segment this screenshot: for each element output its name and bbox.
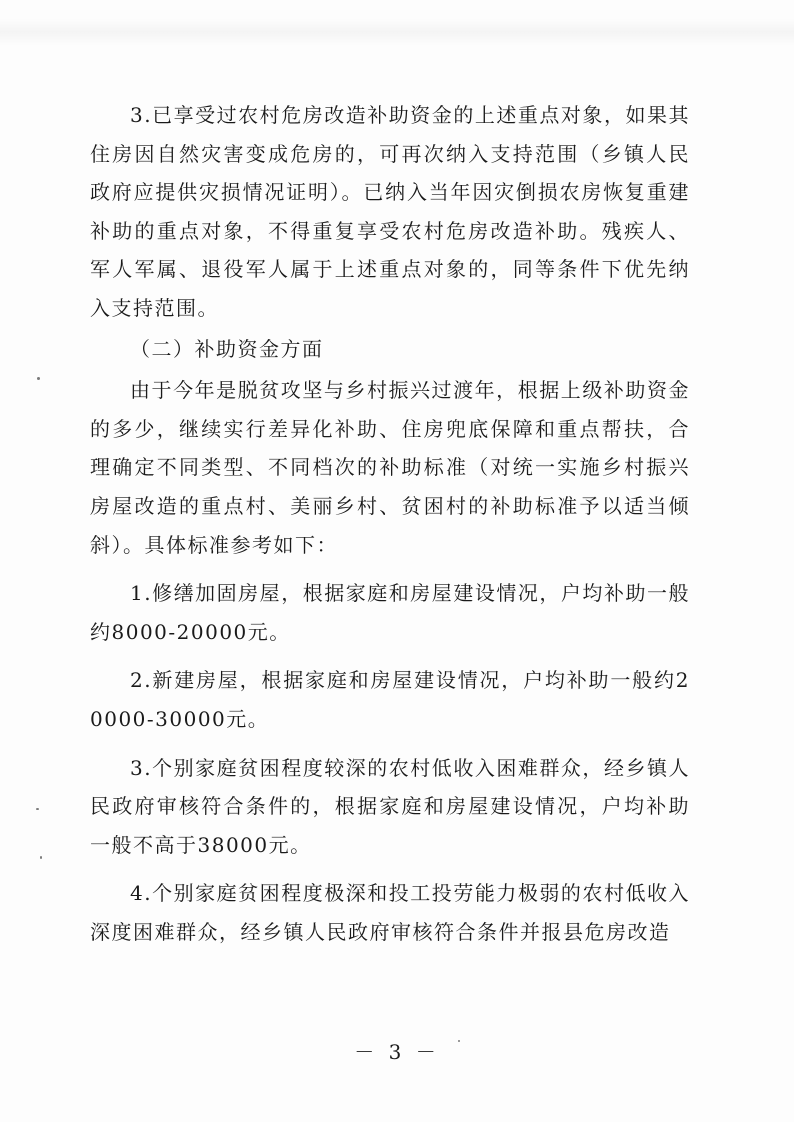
scan-speck bbox=[40, 856, 42, 859]
scan-speck bbox=[37, 377, 40, 380]
section-heading-subsidy: （二）补助资金方面 bbox=[130, 336, 324, 361]
paragraph-subsidy-item-2: 2.新建房屋，根据家庭和房屋建设情况，户均补助一般约20000-30000元。 bbox=[90, 668, 690, 731]
paragraph-subsidy-intro: 由于今年是脱贫攻坚与乡村振兴过渡年，根据上级补助资金的多少，继续实行差异化补助、住房兜底保障和重点帮扶，合理确定不同类型、不同档次的补助标准（对统一实施乡村振兴房屋改造的重点村、美丽乡村、贫困村的补助标准予以适当倾斜）。具体标准参考如下： bbox=[90, 378, 690, 557]
body-text bbox=[90, 96, 690, 951]
paragraph-subsidy-item-1: 1.修缮加固房屋，根据家庭和房屋建设情况，户均补助一般约8000-20000元。 bbox=[90, 581, 690, 644]
scan-artifact bbox=[0, 18, 794, 46]
paragraph-subsidy-item-4: 4.个别家庭贫困程度极深和投工投劳能力极弱的农村低收入深度困难群众，经乡镇人民政府审核符合条件并报县危房改造 bbox=[90, 881, 690, 944]
page-number: － 3 － bbox=[354, 1040, 440, 1064]
paragraph-eligibility-3: 3.已享受过农村危房改造补助资金的上述重点对象，如果其住房因自然灾害变成危房的，可再次纳入支持范围（乡镇人民政府应提供灾损情况证明）。已纳入当年因灾倒损农房恢复重建补助的重点对象，不得重复享受农村危房改造补助。残疾人、军人军属、退役军人属于上述重点对象的，同等条件下优先纳入支持范围。 bbox=[90, 103, 690, 320]
paragraph-subsidy-item-3: 3.个别家庭贫困程度较深的农村低收入困难群众，经乡镇人民政府审核符合条件的，根据家庭和房屋建设情况，户均补助一般不高于38000元。 bbox=[90, 755, 690, 857]
scan-speck bbox=[36, 808, 39, 810]
